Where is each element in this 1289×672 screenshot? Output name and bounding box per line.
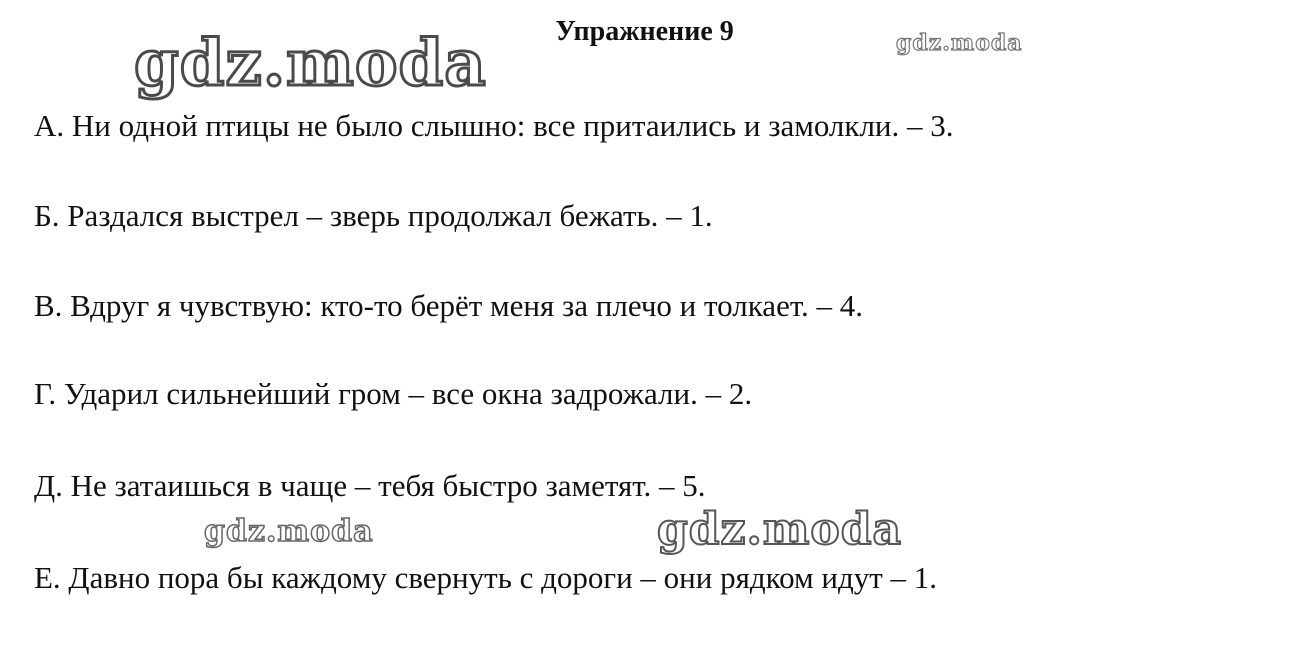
answer-line: А. Ни одной птицы не было слышно: все притаились и замолкли. – 3.: [34, 108, 954, 143]
watermark-logo: gdz.moda: [204, 514, 374, 549]
answer-line: Б. Раздался выстрел – зверь продолжал бежать. – 1.: [34, 198, 713, 233]
answer-line: Г. Ударил сильнейший гром – все окна задрожали. – 2.: [34, 376, 753, 411]
answer-line: Д. Не затаишься в чаще – тебя быстро заметят. – 5.: [34, 468, 706, 503]
watermark-logo: gdz.moda: [657, 504, 903, 555]
exercise-title: Упражнение 9: [555, 16, 734, 47]
watermark-logo: gdz.moda: [896, 30, 1023, 56]
answer-line: Е. Давно пора бы каждому свернуть с дороги – они рядком идут – 1.: [34, 560, 938, 595]
answer-line: В. Вдруг я чувствую: кто-то берёт меня за плечо и толкает. – 4.: [34, 288, 864, 323]
watermark-logo: gdz.moda: [134, 26, 487, 101]
